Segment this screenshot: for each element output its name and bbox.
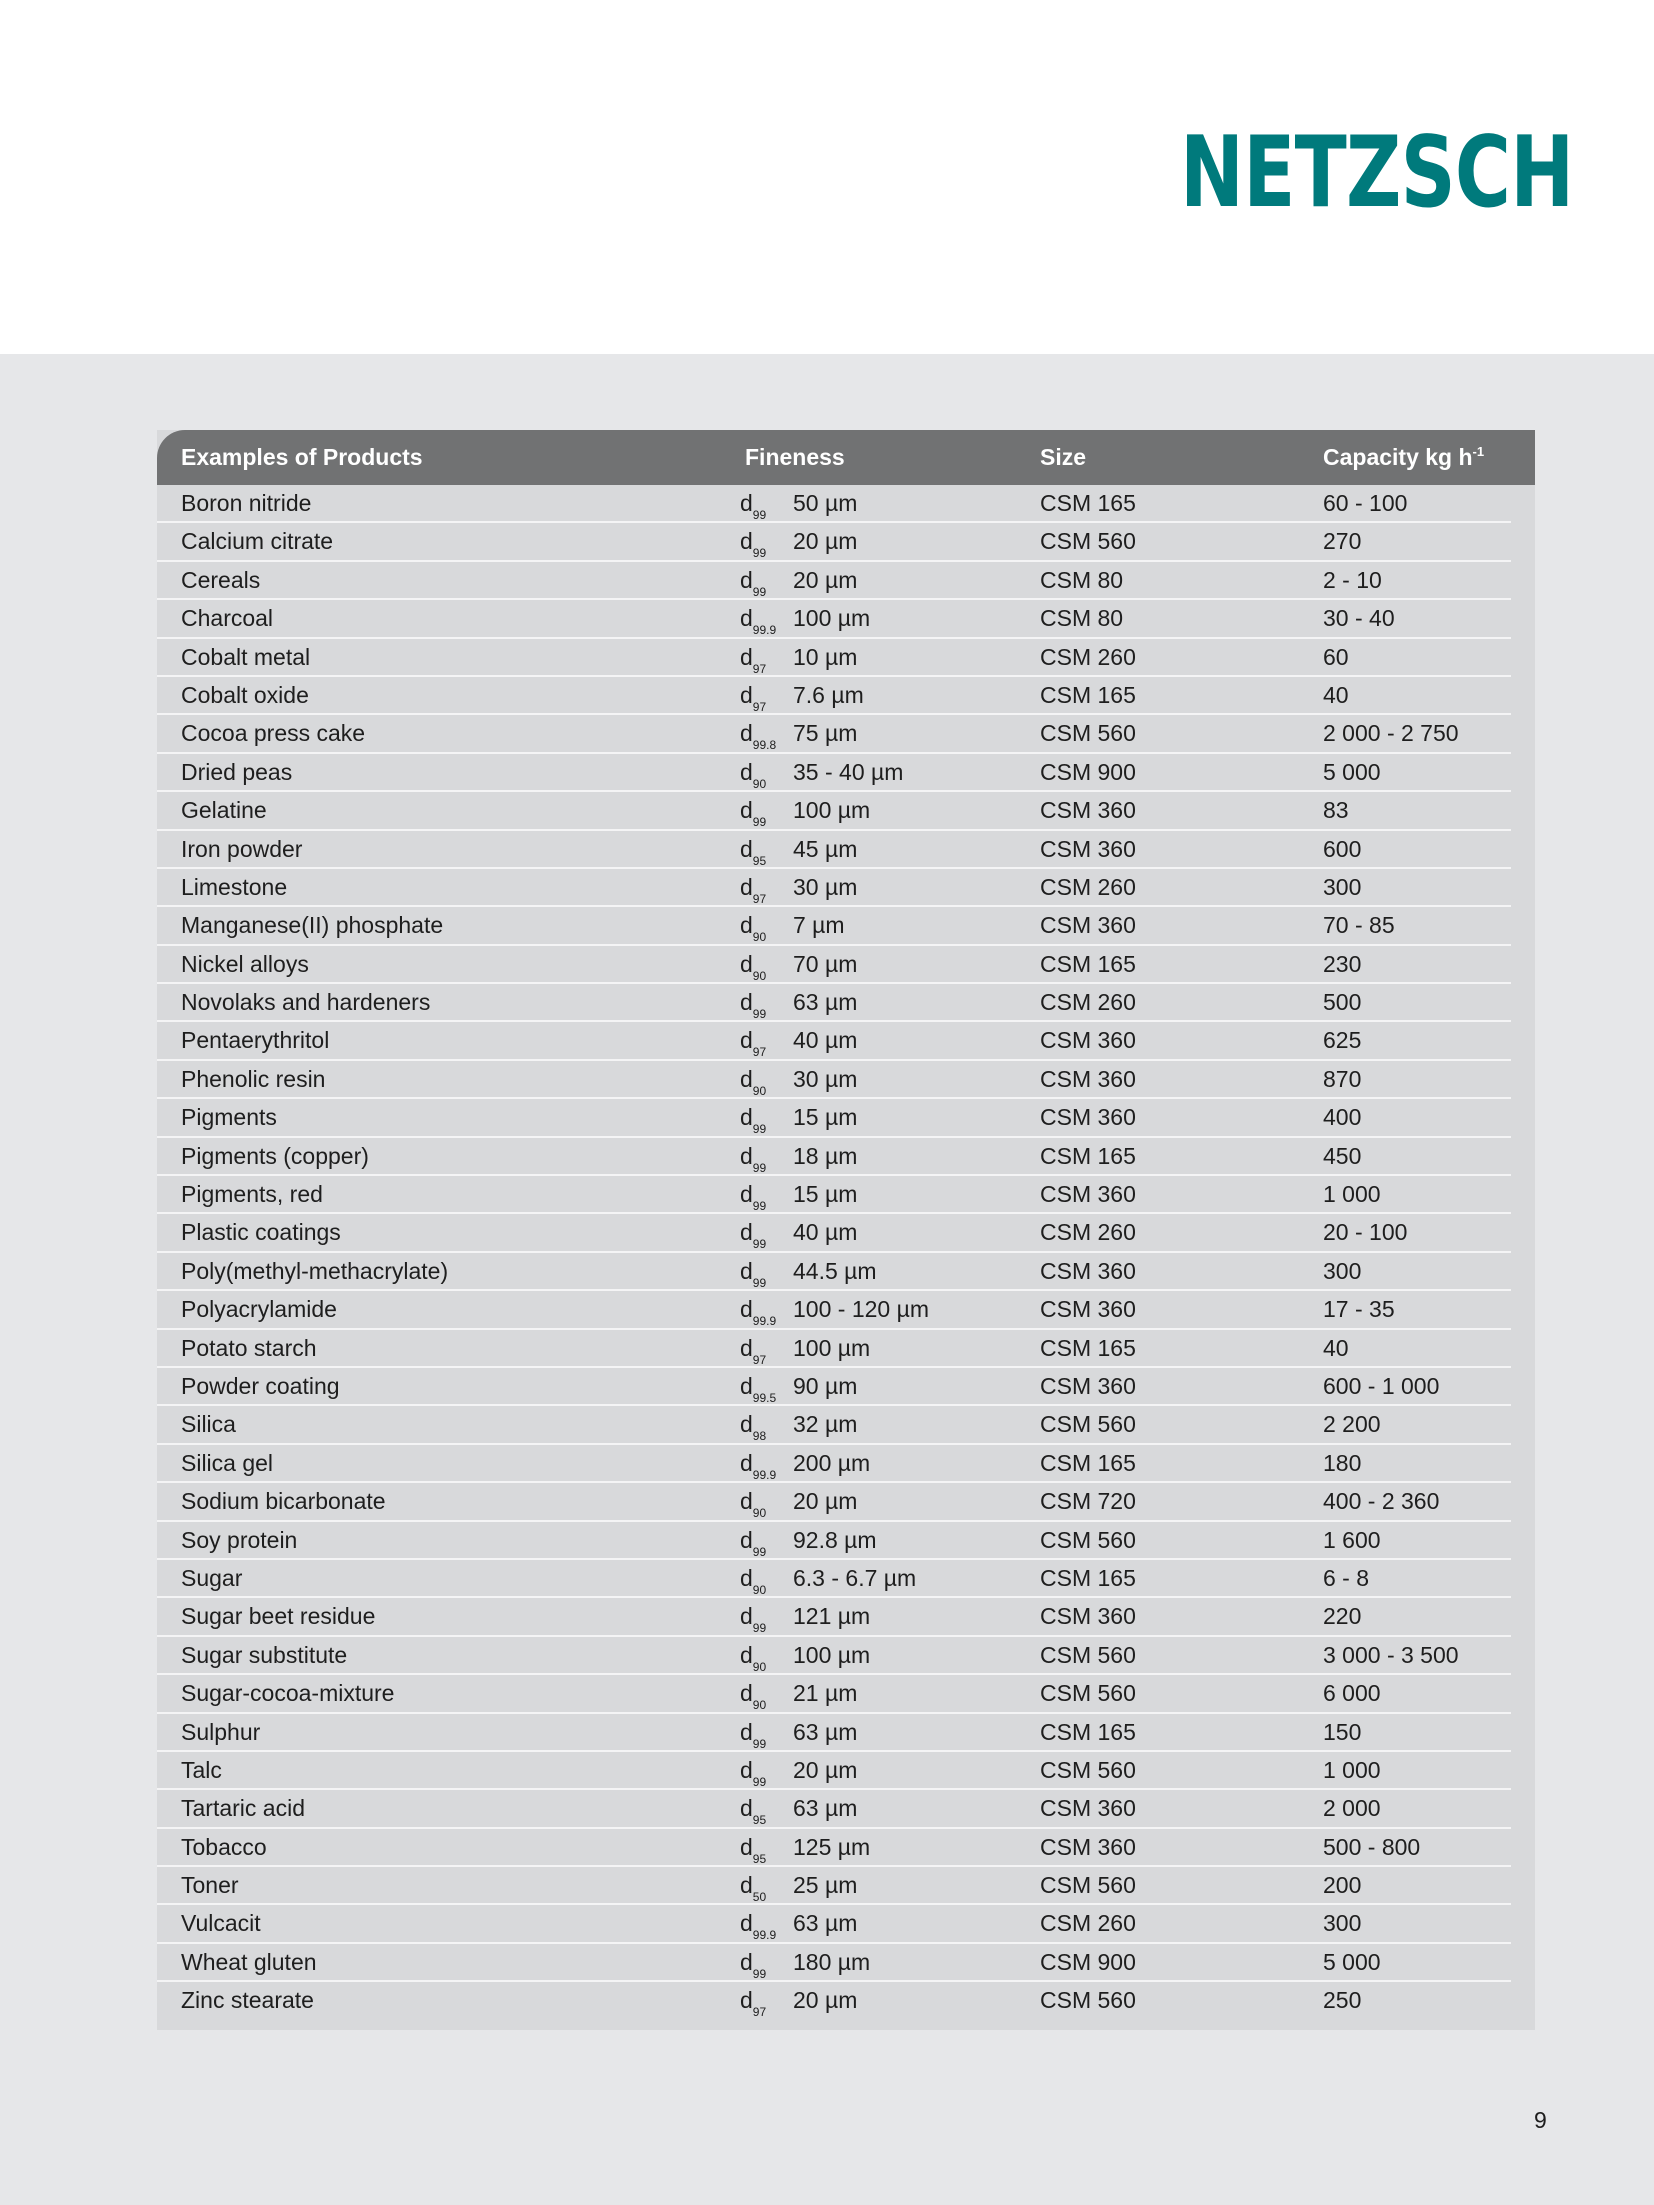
fineness-value: 50 µm (793, 490, 858, 516)
fineness-d-label: $d_{90}$ (740, 912, 767, 945)
fineness-value: 70 µm (793, 950, 858, 977)
product-name: Pigments, red (181, 1181, 323, 1208)
fineness-d-label: $d_{90}$ (740, 1488, 767, 1521)
mill-size: CSM 560 (1040, 1756, 1136, 1783)
fineness-d-label: $d_{98}$ (740, 1411, 767, 1444)
table-row (157, 639, 1511, 677)
fineness-d-label: $d_{95}$ (740, 835, 767, 868)
fineness-percentile: 99 (752, 1237, 767, 1252)
header-product: Examples of Products (181, 444, 423, 470)
fineness-percentile: 90 (752, 1506, 767, 1521)
product-name: Cobalt metal (181, 643, 311, 670)
mill-size: CSM 900 (1040, 1948, 1136, 1975)
product-name: Sugar beet residue (181, 1603, 376, 1630)
capacity-value: 400 - 2 360 (1323, 1488, 1440, 1515)
product-name: Toner (181, 1872, 239, 1899)
mill-size: CSM 165 (1040, 1564, 1136, 1591)
mill-size: CSM 80 (1040, 566, 1124, 593)
product-name: Sugar (181, 1564, 243, 1591)
capacity-value: 150 (1323, 1718, 1362, 1745)
mill-size: CSM 360 (1040, 1795, 1136, 1822)
fineness-d-label: $d_{99}$ (740, 1181, 767, 1214)
product-name: Cobalt oxide (181, 681, 309, 708)
product-name: Pigments (copper) (181, 1142, 369, 1169)
fineness-percentile: 97 (752, 891, 767, 906)
mill-size: CSM 560 (1040, 1411, 1136, 1438)
table-row (157, 1752, 1511, 1790)
fineness-percentile: 97 (752, 699, 767, 714)
fineness-value: 7.6 µm (793, 681, 864, 708)
fineness-percentile: 90 (752, 968, 767, 983)
fineness-value: 45 µm (793, 835, 858, 862)
capacity-value: 600 - 1 000 (1323, 1372, 1440, 1399)
mill-size: CSM 165 (1040, 681, 1136, 708)
fineness-value: 121 µm (793, 1603, 871, 1630)
fineness-percentile: 95 (752, 1813, 767, 1828)
fineness-percentile: 99 (752, 1966, 767, 1981)
product-name: Potato starch (181, 1334, 317, 1361)
fineness-d-label: $d_{99.8}$ (740, 720, 777, 753)
fineness-d-label: $d_{99}$ (740, 797, 767, 830)
fineness-d-label: $d_{90}$ (740, 758, 767, 791)
fineness-d-label: $d_{99.5}$ (740, 1372, 777, 1405)
capacity-value: 2 000 - 2 750 (1323, 720, 1459, 747)
mill-size: CSM 360 (1040, 1065, 1136, 1092)
fineness-d-label: $d_{99}$ (740, 1603, 767, 1636)
capacity-value: 500 - 800 (1323, 1833, 1421, 1860)
mill-size: CSM 165 (1040, 950, 1136, 977)
mill-size: CSM 360 (1040, 835, 1136, 862)
table-header (157, 430, 1535, 485)
capacity-value: 230 (1323, 950, 1362, 977)
mill-size: CSM 360 (1040, 1833, 1136, 1860)
product-name: Boron nitride (181, 490, 312, 516)
fineness-value: 125 µm (793, 1833, 871, 1860)
fineness-percentile: 99.9 (752, 1314, 777, 1329)
capacity-value: 500 (1323, 989, 1362, 1016)
fineness-d-label: $d_{99.9}$ (740, 605, 777, 638)
product-name: Tobacco (181, 1833, 267, 1860)
table-row (157, 1368, 1511, 1406)
fineness-percentile: 99 (752, 1544, 767, 1559)
capacity-value: 1 000 (1323, 1181, 1381, 1208)
fineness-value: 30 µm (793, 1065, 858, 1092)
capacity-value: 17 - 35 (1323, 1296, 1395, 1323)
header-fineness: Fineness (745, 444, 845, 470)
mill-size: CSM 360 (1040, 1181, 1136, 1208)
fineness-d-label: $d_{99.9}$ (740, 1449, 777, 1482)
product-name: Sugar substitute (181, 1641, 348, 1668)
fineness-d-label: $d_{90}$ (740, 1065, 767, 1098)
mill-size: CSM 80 (1040, 605, 1124, 632)
fineness-value: 20 µm (793, 1488, 858, 1515)
capacity-value: 625 (1323, 1027, 1362, 1054)
mill-size: CSM 165 (1040, 1334, 1136, 1361)
fineness-percentile: 99 (752, 1275, 767, 1290)
fineness-d-label: $d_{99}$ (740, 490, 767, 522)
product-name: Charcoal (181, 605, 274, 632)
capacity-value: 2 - 10 (1323, 566, 1382, 593)
capacity-value: 270 (1323, 528, 1362, 555)
table-row (157, 1982, 1511, 2020)
fineness-value: 63 µm (793, 989, 858, 1016)
product-name: Pigments (181, 1104, 277, 1131)
capacity-value: 20 - 100 (1323, 1219, 1408, 1246)
fineness-percentile: 99.9 (752, 623, 777, 638)
table-row (157, 984, 1511, 1022)
product-name: Sodium bicarbonate (181, 1488, 386, 1515)
mill-size: CSM 720 (1040, 1488, 1136, 1515)
fineness-percentile: 99.8 (752, 738, 777, 753)
fineness-d-label: $d_{90}$ (740, 1680, 767, 1713)
mill-size: CSM 360 (1040, 1603, 1136, 1630)
mill-size: CSM 560 (1040, 528, 1136, 555)
table-row (157, 1330, 1511, 1368)
capacity-value: 60 - 100 (1323, 490, 1408, 516)
fineness-value: 21 µm (793, 1680, 858, 1707)
fineness-value: 20 µm (793, 528, 858, 555)
table-row (157, 1061, 1511, 1099)
fineness-value: 92.8 µm (793, 1526, 877, 1553)
fineness-percentile: 90 (752, 1698, 767, 1713)
product-name: Silica (181, 1411, 236, 1438)
fineness-value: 63 µm (793, 1910, 858, 1937)
fineness-percentile: 90 (752, 1582, 767, 1597)
product-name: Cocoa press cake (181, 720, 366, 747)
fineness-d-label: $d_{97}$ (740, 1334, 767, 1367)
netzsch-logo: NETZSCH (1180, 116, 1574, 230)
fineness-d-label: $d_{99}$ (740, 1219, 767, 1252)
table-row (157, 600, 1511, 638)
fineness-value: 100 µm (793, 605, 871, 632)
fineness-value: 44.5 µm (793, 1257, 877, 1284)
fineness-value: 15 µm (793, 1104, 858, 1131)
product-name: Vulcacit (181, 1910, 261, 1937)
table-row (157, 1637, 1511, 1675)
table-row (157, 1598, 1511, 1636)
product-name: Silica gel (181, 1449, 274, 1476)
fineness-percentile: 99 (752, 546, 767, 561)
capacity-value: 6 - 8 (1323, 1564, 1370, 1591)
page-number: 9 (1534, 2107, 1547, 2133)
product-name: Poly(methyl-methacrylate) (181, 1257, 449, 1284)
table-row (157, 1099, 1511, 1137)
mill-size: CSM 165 (1040, 1142, 1136, 1169)
product-name: Gelatine (181, 797, 267, 824)
mill-size: CSM 165 (1040, 1449, 1136, 1476)
fineness-d-label: $d_{90}$ (740, 1564, 767, 1597)
table-row (157, 715, 1511, 753)
product-name: Iron powder (181, 835, 303, 862)
fineness-d-label: $d_{99}$ (740, 989, 767, 1022)
fineness-value: 7 µm (793, 912, 845, 939)
fineness-d-label: $d_{95}$ (740, 1833, 767, 1866)
table-row (157, 1445, 1511, 1483)
fineness-value: 18 µm (793, 1142, 858, 1169)
header-size: Size (1040, 444, 1087, 470)
fineness-value: 90 µm (793, 1372, 858, 1399)
table-row (157, 869, 1511, 907)
mill-size: CSM 360 (1040, 1372, 1136, 1399)
table-row (157, 907, 1511, 945)
fineness-d-label: $d_{99.9}$ (740, 1910, 777, 1943)
fineness-value: 40 µm (793, 1027, 858, 1054)
fineness-percentile: 99 (752, 1774, 767, 1789)
product-name: Wheat gluten (181, 1948, 317, 1975)
fineness-percentile: 99 (752, 1621, 767, 1636)
fineness-d-label: $d_{99}$ (740, 1948, 767, 1981)
fineness-d-label: $d_{99}$ (740, 1257, 767, 1290)
table-row (157, 1483, 1511, 1521)
capacity-value: 70 - 85 (1323, 912, 1395, 939)
table-row (157, 1214, 1511, 1252)
table-row (157, 1253, 1511, 1291)
table-row (157, 1022, 1511, 1060)
fineness-percentile: 99.9 (752, 1928, 777, 1943)
mill-size: CSM 260 (1040, 989, 1136, 1016)
fineness-d-label: $d_{90}$ (740, 950, 767, 983)
fineness-d-label: $d_{90}$ (740, 1641, 767, 1674)
table-row (157, 523, 1511, 561)
fineness-d-label: $d_{97}$ (740, 643, 767, 676)
product-name: Zinc stearate (181, 1987, 314, 2014)
capacity-value: 83 (1323, 797, 1349, 824)
table-row (157, 754, 1511, 792)
capacity-value: 450 (1323, 1142, 1362, 1169)
fineness-value: 20 µm (793, 566, 858, 593)
capacity-value: 870 (1323, 1065, 1362, 1092)
fineness-d-label: $d_{99}$ (740, 528, 767, 561)
fineness-percentile: 99.5 (752, 1390, 777, 1405)
product-name: Novolaks and hardeners (181, 989, 431, 1016)
table-row (157, 1560, 1511, 1598)
capacity-value: 5 000 (1323, 1948, 1381, 1975)
capacity-value: 250 (1323, 1987, 1362, 2014)
fineness-percentile: 99 (752, 508, 767, 522)
table-row (157, 1944, 1511, 1982)
fineness-percentile: 99 (752, 1160, 767, 1175)
fineness-percentile: 95 (752, 1851, 767, 1866)
table-row (157, 1406, 1511, 1444)
fineness-value: 40 µm (793, 1219, 858, 1246)
fineness-d-label: $d_{97}$ (740, 1027, 767, 1060)
table-row (157, 1138, 1511, 1176)
mill-size: CSM 560 (1040, 1872, 1136, 1899)
fineness-value: 25 µm (793, 1872, 858, 1899)
fineness-value: 32 µm (793, 1411, 858, 1438)
table-row (157, 562, 1511, 600)
product-name: Phenolic resin (181, 1065, 326, 1092)
product-name: Talc (181, 1756, 222, 1783)
fineness-percentile: 90 (752, 1083, 767, 1098)
product-name: Pentaerythritol (181, 1027, 330, 1054)
capacity-value: 1 000 (1323, 1756, 1381, 1783)
fineness-d-label: $d_{95}$ (740, 1795, 767, 1828)
mill-size: CSM 900 (1040, 758, 1136, 785)
fineness-value: 30 µm (793, 873, 858, 900)
product-name: Polyacrylamide (181, 1296, 337, 1323)
fineness-percentile: 99 (752, 1736, 767, 1751)
fineness-d-label: $d_{99.9}$ (740, 1296, 777, 1329)
capacity-value: 400 (1323, 1104, 1362, 1131)
fineness-value: 20 µm (793, 1756, 858, 1783)
product-name: Sugar-cocoa-mixture (181, 1680, 395, 1707)
table-row (157, 946, 1511, 984)
product-name: Soy protein (181, 1526, 298, 1553)
mill-size: CSM 360 (1040, 1027, 1136, 1054)
fineness-percentile: 97 (752, 661, 767, 676)
fineness-percentile: 90 (752, 930, 767, 945)
capacity-value: 40 (1323, 681, 1349, 708)
fineness-value: 63 µm (793, 1795, 858, 1822)
mill-size: CSM 360 (1040, 1104, 1136, 1131)
capacity-value: 220 (1323, 1603, 1362, 1630)
fineness-value: 100 µm (793, 797, 871, 824)
capacity-value: 300 (1323, 873, 1362, 900)
capacity-value: 200 (1323, 1872, 1362, 1899)
product-name: Dried peas (181, 758, 293, 785)
table-row (157, 1291, 1511, 1329)
mill-size: CSM 360 (1040, 912, 1136, 939)
capacity-value: 300 (1323, 1910, 1362, 1937)
fineness-d-label: $d_{99}$ (740, 566, 767, 599)
product-name: Manganese(II) phosphate (181, 912, 444, 939)
mill-size: CSM 560 (1040, 1680, 1136, 1707)
mill-size: CSM 260 (1040, 1910, 1136, 1937)
fineness-percentile: 97 (752, 1045, 767, 1060)
fineness-percentile: 99 (752, 1122, 767, 1137)
mill-size: CSM 560 (1040, 1526, 1136, 1553)
fineness-percentile: 99 (752, 584, 767, 599)
fineness-d-label: $d_{99}$ (740, 1104, 767, 1137)
products-table (157, 430, 1535, 2030)
fineness-value: 200 µm (793, 1449, 871, 1476)
fineness-percentile: 99 (752, 1007, 767, 1022)
fineness-d-label: $d_{50}$ (740, 1872, 767, 1905)
mill-size: CSM 560 (1040, 1987, 1136, 2014)
table-row (157, 1176, 1511, 1214)
fineness-d-label: $d_{99}$ (740, 1718, 767, 1751)
table-body (157, 485, 1535, 2021)
table-row (157, 1714, 1511, 1752)
fineness-percentile: 99.9 (752, 1467, 777, 1482)
fineness-d-label: $d_{99}$ (740, 1526, 767, 1559)
fineness-d-label: $d_{97}$ (740, 1987, 767, 2020)
capacity-value: 6 000 (1323, 1680, 1381, 1707)
mill-size: CSM 165 (1040, 1718, 1136, 1745)
fineness-percentile: 97 (752, 1352, 767, 1367)
mill-size: CSM 165 (1040, 490, 1136, 516)
product-name: Tartaric acid (181, 1795, 305, 1822)
product-name: Nickel alloys (181, 950, 309, 977)
capacity-value: 30 - 40 (1323, 605, 1395, 632)
fineness-value: 15 µm (793, 1181, 858, 1208)
table-row (157, 1790, 1511, 1828)
mill-size: CSM 360 (1040, 797, 1136, 824)
mill-size: CSM 260 (1040, 1219, 1136, 1246)
product-name: Plastic coatings (181, 1219, 341, 1246)
fineness-percentile: 50 (752, 1890, 767, 1905)
fineness-d-label: $d_{97}$ (740, 681, 767, 714)
capacity-value: 2 200 (1323, 1411, 1381, 1438)
fineness-value: 75 µm (793, 720, 858, 747)
fineness-value: 100 µm (793, 1641, 871, 1668)
capacity-value: 1 600 (1323, 1526, 1381, 1553)
table-row (157, 831, 1511, 869)
fineness-value: 63 µm (793, 1718, 858, 1745)
fineness-value: 100 µm (793, 1334, 871, 1361)
fineness-percentile: 97 (752, 2005, 767, 2020)
mill-size: CSM 260 (1040, 643, 1136, 670)
mill-size: CSM 560 (1040, 1641, 1136, 1668)
capacity-value: 3 000 - 3 500 (1323, 1641, 1459, 1668)
capacity-value: 600 (1323, 835, 1362, 862)
fineness-value: 10 µm (793, 643, 858, 670)
fineness-value: 20 µm (793, 1987, 858, 2014)
product-name: Limestone (181, 873, 288, 900)
fineness-percentile: 99 (752, 1199, 767, 1214)
mill-size: CSM 560 (1040, 720, 1136, 747)
product-name: Sulphur (181, 1718, 261, 1745)
table-row (157, 485, 1511, 523)
fineness-value: 6.3 - 6.7 µm (793, 1564, 917, 1591)
table-row (157, 677, 1511, 715)
fineness-percentile: 90 (752, 776, 767, 791)
fineness-d-label: $d_{99}$ (740, 1142, 767, 1175)
mill-size: CSM 360 (1040, 1296, 1136, 1323)
table-row (157, 792, 1511, 830)
fineness-percentile: 90 (752, 1659, 767, 1674)
capacity-value: 300 (1323, 1257, 1362, 1284)
fineness-d-label: $d_{99}$ (740, 1756, 767, 1789)
fineness-d-label: $d_{97}$ (740, 873, 767, 906)
fineness-percentile: 95 (752, 853, 767, 868)
fineness-value: 180 µm (793, 1948, 871, 1975)
product-name: Cereals (181, 566, 261, 593)
capacity-value: 5 000 (1323, 758, 1381, 785)
product-name: Powder coating (181, 1372, 340, 1399)
fineness-percentile: 98 (752, 1429, 767, 1444)
table-row (157, 1675, 1511, 1713)
table-row (157, 1905, 1511, 1943)
header-capacity: Capacity kg $h^{-1}$ (1323, 444, 1485, 470)
capacity-value: 2 000 (1323, 1795, 1381, 1822)
fineness-value: 100 - 120 µm (793, 1296, 929, 1323)
fineness-percentile: 99 (752, 815, 767, 830)
mill-size: CSM 360 (1040, 1257, 1136, 1284)
product-name: Calcium citrate (181, 528, 334, 555)
capacity-value: 60 (1323, 643, 1349, 670)
fineness-value: 35 - 40 µm (793, 758, 904, 785)
capacity-value: 40 (1323, 1334, 1349, 1361)
table-row (157, 1867, 1511, 1905)
capacity-value: 180 (1323, 1449, 1362, 1476)
table-row (157, 1829, 1511, 1867)
mill-size: CSM 260 (1040, 873, 1136, 900)
table-row (157, 1522, 1511, 1560)
